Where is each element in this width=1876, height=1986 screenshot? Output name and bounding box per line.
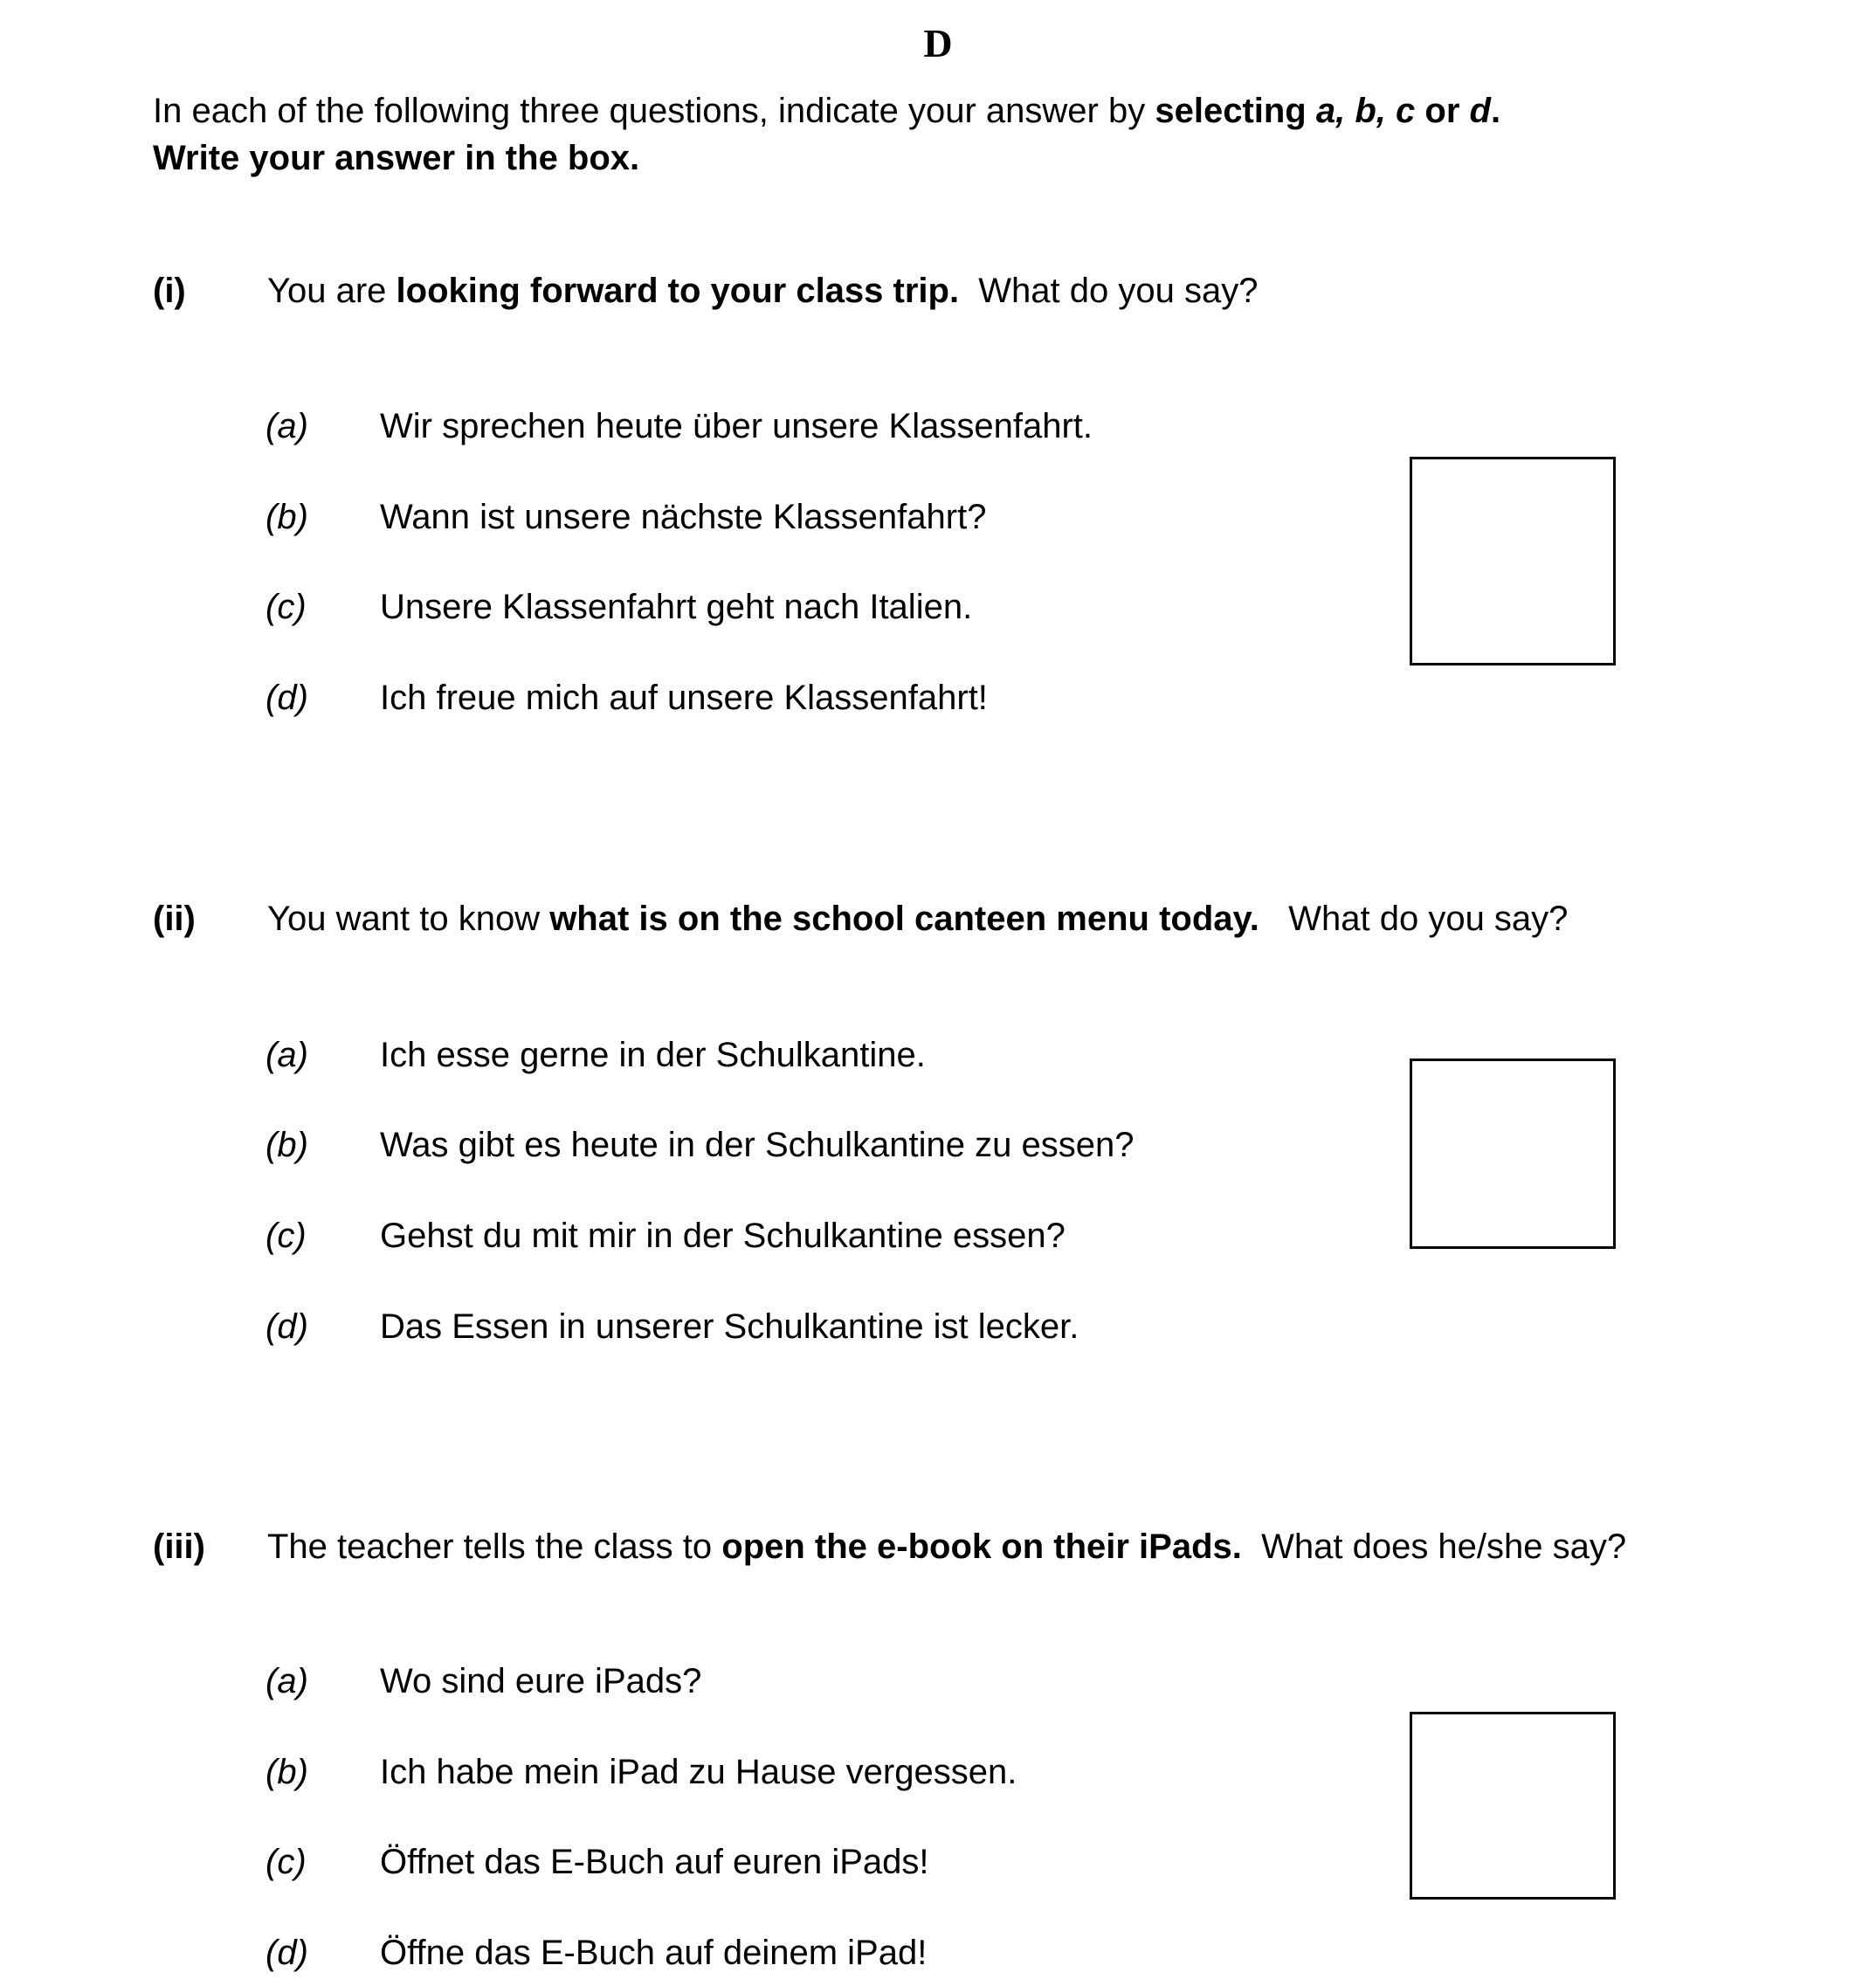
- answer-box[interactable]: [1410, 1059, 1616, 1249]
- question-number: (iii): [153, 1527, 205, 1566]
- option-text-a: Wir sprechen heute über unsere Klassenfahrt.: [380, 407, 1093, 445]
- option-text-c: Gehst du mit mir in der Schulkantine essen?: [380, 1217, 1066, 1255]
- choice-d-label: d: [1469, 92, 1491, 130]
- section-heading: D: [923, 21, 953, 66]
- prompt-emphasis: looking forward to your class trip.: [396, 272, 960, 310]
- option-letter-d: (d): [266, 679, 308, 717]
- option-letter-a: (a): [266, 407, 308, 445]
- option-letter-b: (b): [266, 1753, 308, 1791]
- option-text-b: Wann ist unsere nächste Klassenfahrt?: [380, 498, 987, 536]
- option-text-b: Was gibt es heute in der Schulkantine zu essen?: [380, 1126, 1135, 1164]
- option-letter-d: (d): [266, 1307, 308, 1346]
- choice-b-label: b,: [1355, 92, 1386, 130]
- instructions-text: In each of the following three questions, indicate your answer by: [153, 92, 1155, 130]
- option-letter-b: (b): [266, 1126, 308, 1164]
- instructions-line-2: Write your answer in the box.: [153, 139, 640, 177]
- prompt-question: What do you say?: [959, 272, 1259, 310]
- prompt-emphasis: what is on the school canteen menu today.: [549, 900, 1259, 938]
- prompt-text: The teacher tells the class to: [267, 1527, 722, 1566]
- instructions-line-1: [153, 88, 1500, 134]
- option-text-c: Öffnet das E-Buch auf euren iPads!: [380, 1843, 929, 1881]
- option-letter-a: (a): [266, 1036, 308, 1074]
- option-letter-c: (c): [266, 1217, 307, 1255]
- option-text-b: Ich habe mein iPad zu Hause vergessen.: [380, 1753, 1017, 1791]
- instructions-emphasis: selecting: [1155, 92, 1316, 130]
- option-text-a: Wo sind eure iPads?: [380, 1662, 702, 1700]
- question-prompt: [267, 896, 1568, 941]
- prompt-text: You want to know: [267, 900, 550, 938]
- answer-box[interactable]: [1410, 457, 1616, 665]
- instructions-or: or: [1415, 92, 1470, 130]
- option-letter-d: (d): [266, 1934, 308, 1972]
- prompt-emphasis: open the e-book on their iPads.: [721, 1527, 1242, 1566]
- question-number: (i): [153, 272, 186, 310]
- choice-c-label: c: [1396, 92, 1416, 130]
- answer-box[interactable]: [1410, 1712, 1616, 1900]
- option-text-d: Öffne das E-Buch auf deinem iPad!: [380, 1934, 928, 1972]
- question-prompt: [267, 1524, 1626, 1569]
- option-letter-a: (a): [266, 1662, 308, 1700]
- choice-a-label: a,: [1315, 92, 1346, 130]
- instructions-period: .: [1490, 92, 1501, 130]
- option-letter-c: (c): [266, 1843, 307, 1881]
- option-letter-b: (b): [266, 498, 308, 536]
- question-prompt: [267, 268, 1258, 314]
- option-text-d: Das Essen in unserer Schulkantine ist lecker.: [380, 1307, 1079, 1346]
- prompt-text: You are: [267, 272, 397, 310]
- question-number: (ii): [153, 900, 196, 938]
- prompt-question: What does he/she say?: [1241, 1527, 1627, 1566]
- option-letter-c: (c): [266, 588, 307, 626]
- prompt-question: What do you say?: [1259, 900, 1569, 938]
- option-text-c: Unsere Klassenfahrt geht nach Italien.: [380, 588, 973, 626]
- option-text-d: Ich freue mich auf unsere Klassenfahrt!: [380, 679, 988, 717]
- option-text-a: Ich esse gerne in der Schulkantine.: [380, 1036, 926, 1074]
